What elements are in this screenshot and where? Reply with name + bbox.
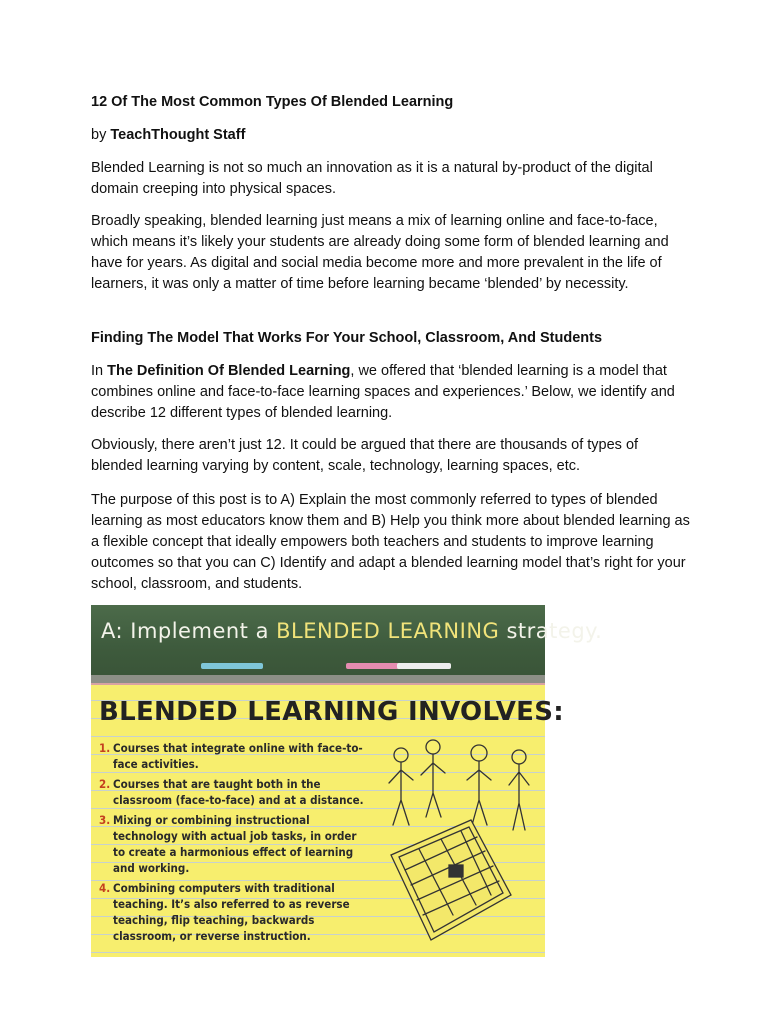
list-item [99, 812, 369, 876]
list-item-number: 3. [99, 813, 111, 827]
paragraph-obviously: Obviously, there aren’t just 12. It could be argued that there are thousands of types of blended learning varying by content, scale, technology, learning spaces, etc. [91, 437, 639, 474]
byline-author: TeachThought Staff [110, 127, 246, 143]
list-item-number: 2. [99, 777, 111, 791]
paragraph-definition-prefix: In [91, 363, 108, 379]
list-item-text: Combining computers with traditional teaching. It’s also referred to as reverse teaching, flip teaching, backwards classroom, or reverse instruction. [113, 881, 350, 943]
involves-heading: BLENDED LEARNING INVOLVES: [99, 697, 564, 727]
blended-learning-infographic [91, 605, 603, 957]
list-item-text: Courses that are taught both in the classroom (face-to-face) and at a distance. [113, 777, 364, 807]
involves-list [99, 740, 369, 948]
byline [91, 125, 691, 145]
chalkboard-prefix: A: Implement a [101, 619, 277, 643]
paragraph-definition [91, 361, 691, 424]
list-item-text: Courses that integrate online with face-to-face activities. [113, 741, 363, 771]
list-item [99, 776, 369, 808]
list-item [99, 740, 369, 772]
paragraph-purpose: The purpose of this post is to A) Explain the most commonly referred to types of blended learning as most educators know them and B) Help you think more about blended learning as a flexible concept that ideally empowers both teachers and students to improve learning outcomes so that you can C) Identify and adapt a blended learning model that’s right for your school, classroom, and students. [91, 492, 690, 592]
section-subheading: Finding The Model That Works For Your School, Classroom, And Students [91, 330, 603, 346]
students-with-tablet-illustration [371, 725, 541, 955]
chalkboard-banner [91, 605, 603, 675]
list-item-number: 1. [99, 741, 111, 755]
paragraph-definition-rest: , we offered that ‘blended learning is a model that combines online and face-to-face learning spaces and experiences.’ Below, we identify and describe 12 different types of blended learning. [91, 363, 675, 421]
chalkboard-highlight: BLENDED LEARNING [276, 619, 500, 643]
notepad-top-rule [91, 683, 545, 685]
list-item-number: 4. [99, 881, 111, 895]
definition-link[interactable]: The Definition Of Blended Learning [107, 363, 351, 379]
chalkboard-heading [101, 619, 602, 643]
list-item [99, 880, 369, 944]
list-item-text: Mixing or combining instructional technology with actual job tasks, in order to create a harmonious effect of learning and working. [113, 813, 357, 875]
white-chalk-icon [397, 663, 451, 669]
paragraph-intro: Blended Learning is not so much an innovation as it is a natural by-product of the digital domain creeping into physical spaces. [91, 160, 653, 197]
byline-prefix: by [91, 127, 111, 143]
paragraph-broadly: Broadly speaking, blended learning just means a mix of learning online and face-to-face, which means it’s likely your students are already doing some form of blended learning and have for years. As digital and social media become more and more prevalent in the life of learners, it was only a matter of time before learning became ‘blended’ by necessity. [91, 213, 669, 292]
chalkboard-ledge [91, 675, 545, 683]
chalkboard-suffix: strategy. [499, 619, 603, 643]
article-title: 12 Of The Most Common Types Of Blended Learning [91, 94, 454, 110]
blue-chalk-icon [201, 663, 263, 669]
